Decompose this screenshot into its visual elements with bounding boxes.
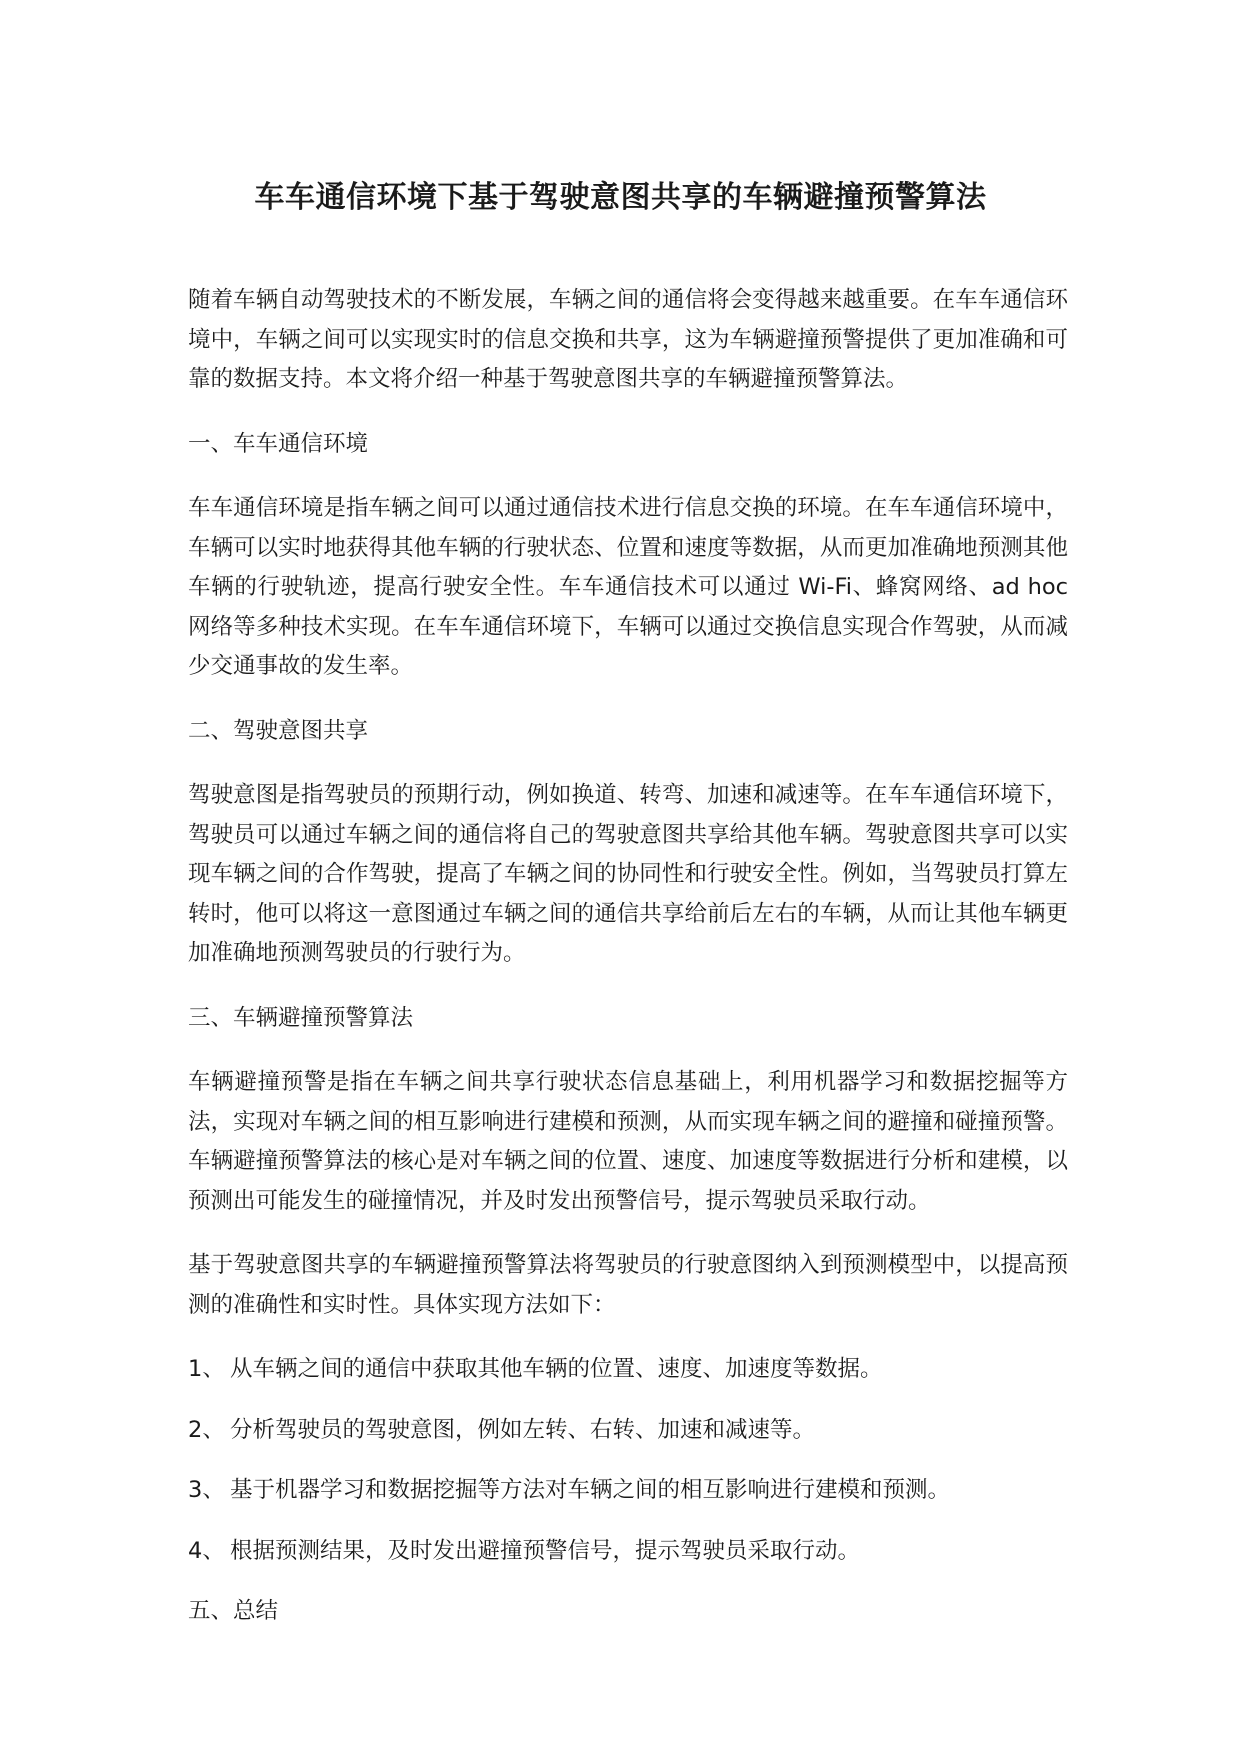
list-item-number: 3、 <box>188 1477 225 1503</box>
list-item-text: 基于机器学习和数据挖掘等方法对车辆之间的相互影响进行建模和预测。 <box>230 1477 951 1503</box>
section-heading-v2v-environment: 一、车车通信环境 <box>188 430 369 457</box>
document-title: 车车通信环境下基于驾驶意图共享的车辆避撞预警算法 <box>254 180 987 215</box>
list-item <box>188 1532 1068 1572</box>
list-item-text: 根据预测结果，及时发出避撞预警信号，提示驾驶员采取行动。 <box>230 1537 861 1564</box>
list-item-text: 分析驾驶员的驾驶意图，例如左转、右转、加速和减速等。 <box>230 1416 816 1443</box>
section-paragraph-implementation: 基于驾驶意图共享的车辆避撞预警算法将驾驶员的行驶意图纳入到预测模型中，以提高预测的准确性和实时性。具体实现方法如下： <box>188 1252 1068 1318</box>
section-heading-intent-sharing: 二、驾驶意图共享 <box>188 717 369 744</box>
list-item-number: 1、 <box>188 1356 225 1382</box>
list-item-number: 2、 <box>188 1416 225 1443</box>
section-paragraph-v2v-environment: 车车通信环境是指车辆之间可以通过通信技术进行信息交换的环境。在车车通信环境中，车辆可以实时地获得其他车辆的行驶状态、位置和速度等数据，从而更加准确地预测其他车辆的行驶轨迹，提高行驶安全性。车车通信技术可以通过 Wi-Fi、蜂窝网络、ad hoc 网络等多种技术实现。在车车通信环境下，车辆可以通过交换信息实现合作驾驶，从而减少交通事故的发生率。 <box>188 495 1068 679</box>
document-body <box>188 281 1068 1657</box>
list-item <box>188 1411 1068 1451</box>
section-heading-warning-algorithm: 三、车辆避撞预警算法 <box>188 1004 414 1031</box>
intro-paragraph: 随着车辆自动驾驶技术的不断发展，车辆之间的通信将会变得越来越重要。在车车通信环境中，车辆之间可以实现实时的信息交换和共享，这为车辆避撞预警提供了更加准确和可靠的数据支持。本文将介绍一种基于驾驶意图共享的车辆避撞预警算法。 <box>188 287 1068 392</box>
list-item-text: 从车辆之间的通信中获取其他车辆的位置、速度、加速度等数据。 <box>230 1356 883 1382</box>
section-heading-summary: 五、总结 <box>188 1598 279 1624</box>
list-item-number: 4、 <box>188 1537 225 1564</box>
list-item <box>188 1471 1068 1511</box>
list-item <box>188 1350 1068 1390</box>
section-paragraph-warning-algorithm: 车辆避撞预警是指在车辆之间共享行驶状态信息基础上，利用机器学习和数据挖掘等方法，实现对车辆之间的相互影响进行建模和预测，从而实现车辆之间的避撞和碰撞预警。车辆避撞预警算法的核心是对车辆之间的位置、速度、加速度等数据进行分析和建模，以预测出可能发生的碰撞情况，并及时发出预警信号，提示驾驶员采取行动。 <box>188 1069 1068 1214</box>
section-paragraph-intent-sharing: 驾驶意图是指驾驶员的预期行动，例如换道、转弯、加速和减速等。在车车通信环境下，驾驶员可以通过车辆之间的通信将自己的驾驶意图共享给其他车辆。驾驶意图共享可以实现车辆之间的合作驾驶，提高了车辆之间的协同性和行驶安全性。例如，当驾驶员打算左转时，他可以将这一意图通过车辆之间的通信共享给前后左右的车辆，从而让其他车辆更加准确地预测驾驶员的行驶行为。 <box>188 782 1068 966</box>
